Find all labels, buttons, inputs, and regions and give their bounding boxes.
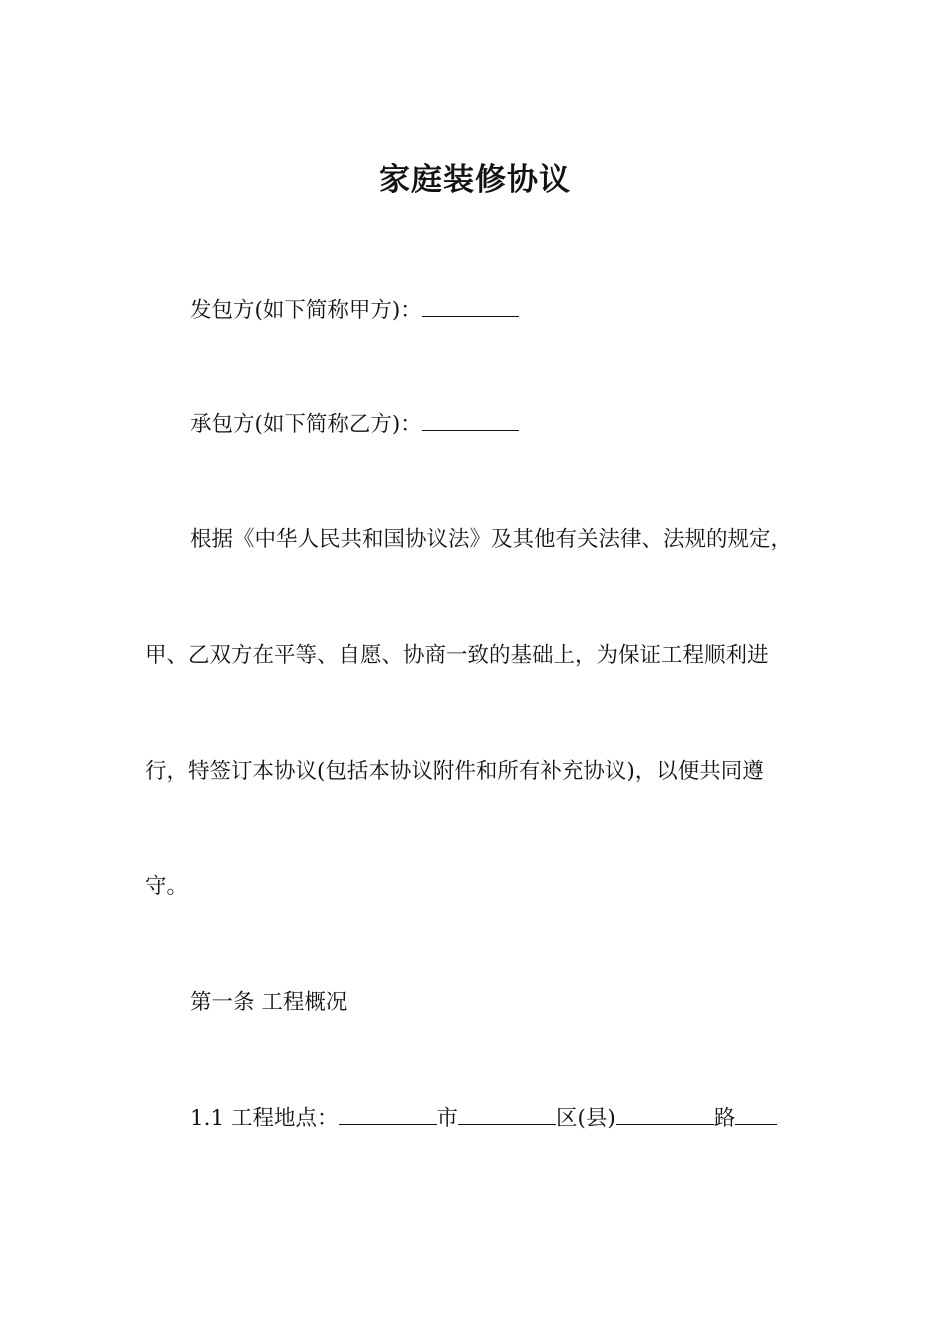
city-label: 市	[436, 1106, 459, 1131]
party-b-line	[190, 410, 519, 440]
party-b-blank[interactable]	[422, 410, 519, 431]
district-blank[interactable]	[458, 1104, 556, 1125]
clause-1-1-label: 1.1 工程地点：	[190, 1106, 339, 1131]
road-label: 路	[713, 1106, 736, 1131]
party-a-label: 发包方(如下简称甲方)：	[190, 298, 422, 323]
article-1-heading: 第一条 工程概况	[190, 990, 348, 1015]
city-blank[interactable]	[339, 1104, 437, 1125]
preamble-line-1: 根据《中华人民共和国协议法》及其他有关法律、法规的规定，	[190, 527, 793, 552]
preamble-line-3: 行，特签订本协议(包括本协议附件和所有补充协议)，以便共同遵	[145, 759, 764, 784]
party-b-label: 承包方(如下简称乙方)：	[190, 412, 422, 437]
preamble-line-4: 守。	[145, 874, 189, 899]
party-a-line	[190, 296, 519, 326]
road-number-blank[interactable]	[735, 1104, 777, 1125]
clause-1-1-line	[190, 1104, 777, 1134]
party-a-blank[interactable]	[422, 296, 519, 317]
district-label: 区(县)	[556, 1106, 616, 1131]
preamble-line-2: 甲、乙双方在平等、自愿、协商一致的基础上，为保证工程顺利进	[145, 643, 769, 668]
road-blank[interactable]	[616, 1104, 714, 1125]
document-title: 家庭装修协议	[379, 162, 571, 198]
